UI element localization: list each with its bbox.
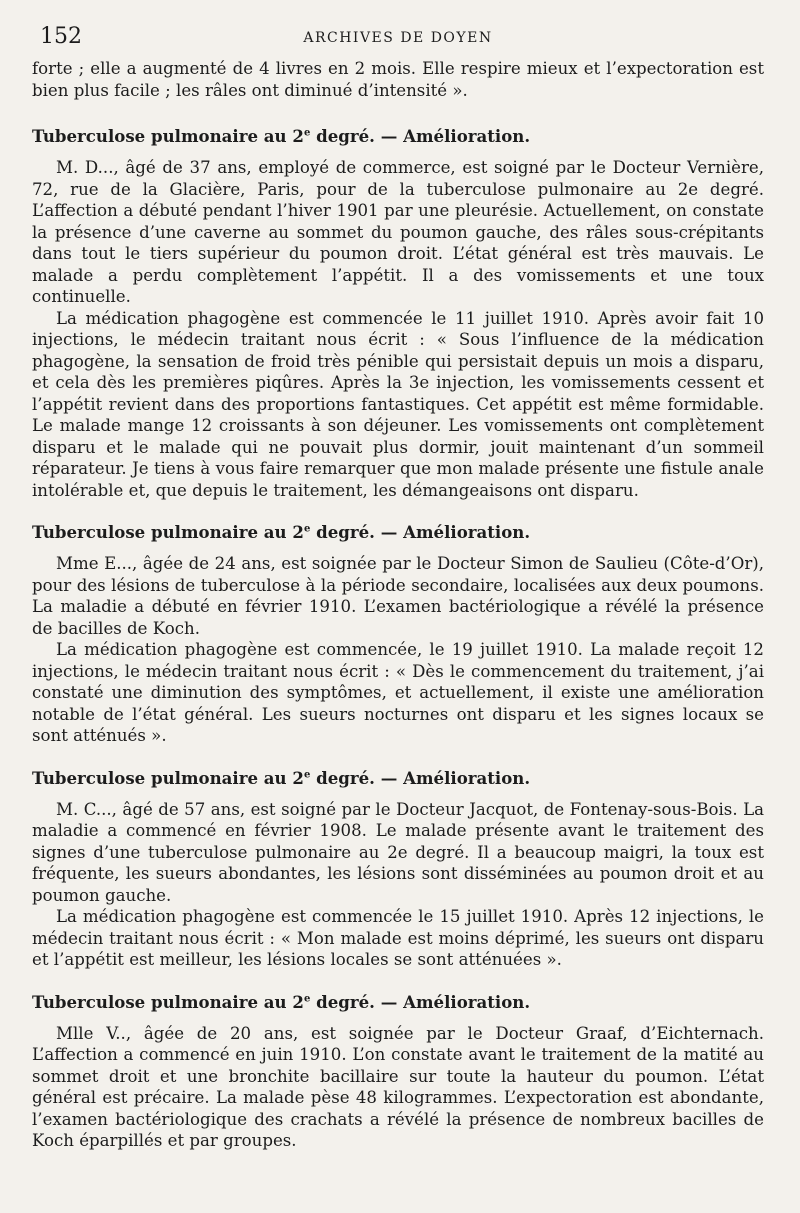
case-section (32, 125, 764, 501)
case-paragraph: Mme E..., âgée de 24 ans, est soignée par le Docteur Simon de Saulieu (Côte-d’Or), pour des lésions de tuberculose à la période secondaire, localisées aux deux poumons. La maladie a débuté en février 1910. L’examen bactériologique a révélé la présence de bacilles de Koch. (32, 554, 764, 638)
case-paragraph: La médication phagogène est commencée le 11 juillet 1910. Après avoir fait 10 injections, le médecin traitant nous écrit : « Sous l’influence de la médication phagogène, la sensation de froid très pénible qui persistait depuis un mois a disparu, et cela dès les premières piqûres. Après la 3e injection, les vomissements cessent et l’appétit revient dans des proportions fantastiques. Cet appétit est même formidable. Le malade mange 12 croissants à son déjeuner. Les vomissements ont complètement disparu et le malade qui ne pouvait plus dormir, jouit maintenant d’un sommeil réparateur. Je tiens à vous faire remarquer que mon malade présente une fistule anale intolérable et, que depuis le traitement, les démangeaisons ont disparu. (32, 308, 764, 500)
case-section (32, 767, 764, 971)
case-paragraph: La médication phagogène est commencée, le 19 juillet 1910. La malade reçoit 12 injections, le médecin traitant nous écrit : « Dès le commencement du traitement, j’ai constaté une diminution des symptômes, et actuellement, il existe une amélioration notable de l’état général. Les sueurs nocturnes ont disparu et les signes locaux se sont atténués ». (32, 640, 764, 745)
case-heading: Tuberculose pulmonaire au 2e degré. — Amélioration. (32, 126, 531, 146)
case-section (32, 521, 764, 747)
running-head (32, 18, 764, 58)
case-paragraph: Mlle V.., âgée de 20 ans, est soignée par le Docteur Graaf, d’Eichternach. L’affection a commencé en juin 1910. L’on constate avant le traitement de la matité au sommet droit et une bronchite bacillaire sur toute la hauteur du poumon. L’état général est précaire. La malade pèse 48 kilogrammes. L’expectoration est abondante, l’examen bactériologique des crachats a révélé la présence de nombreux bacilles de Koch éparpillés et par groupes. (32, 1023, 764, 1150)
page-number: 152 (40, 24, 82, 49)
case-heading: Tuberculose pulmonaire au 2e degré. — Amélioration. (32, 991, 531, 1012)
intro-paragraph: forte ; elle a augmenté de 4 livres en 2 mois. Elle respire mieux et l’expectoration est bien plus facile ; les râles ont diminué d’intensité ». (32, 59, 764, 100)
case-paragraph: La médication phagogène est commencée le 15 juillet 1910. Après 12 injections, le médecin traitant nous écrit : « Mon malade est moins déprimé, les sueurs ont disparu et l’appétit est meilleur, les lésions locales se sont atténuées ». (32, 907, 764, 969)
case-section (32, 991, 764, 1152)
case-paragraph: M. C..., âgé de 57 ans, est soigné par le Docteur Jacquot, de Fontenay-sous-Bois. La maladie a commencé en février 1908. Le malade présente avant le traitement des signes d’une tuberculose pulmonaire au 2e degré. Il a beaucoup maigri, la toux est fréquente, les sueurs abondantes, les lésions sont disséminées au poumon droit et au poumon gauche. (32, 799, 764, 905)
case-paragraph: M. D..., âgé de 37 ans, employé de commerce, est soigné par le Docteur Vernière, 72, rue de la Glacière, Paris, pour de la tuberculose pulmonaire au 2e degré. L’affection a débuté pendant l’hiver 1901 par une pleurésie. Actuellement, on constate la présence d’une caverne au sommet du poumon gauche, des râles sous-crépitants dans tout le tiers supérieur du poumon droit. L’état général est très mauvais. Le malade a perdu complètement l’appétit. Il a des vomissements et une toux continuelle. (32, 158, 764, 306)
case-heading: Tuberculose pulmonaire au 2e degré. — Amélioration. (32, 767, 531, 788)
running-title: ARCHIVES DE DOYEN (303, 30, 493, 46)
case-heading: Tuberculose pulmonaire au 2e degré. — Amélioration. (32, 522, 531, 542)
